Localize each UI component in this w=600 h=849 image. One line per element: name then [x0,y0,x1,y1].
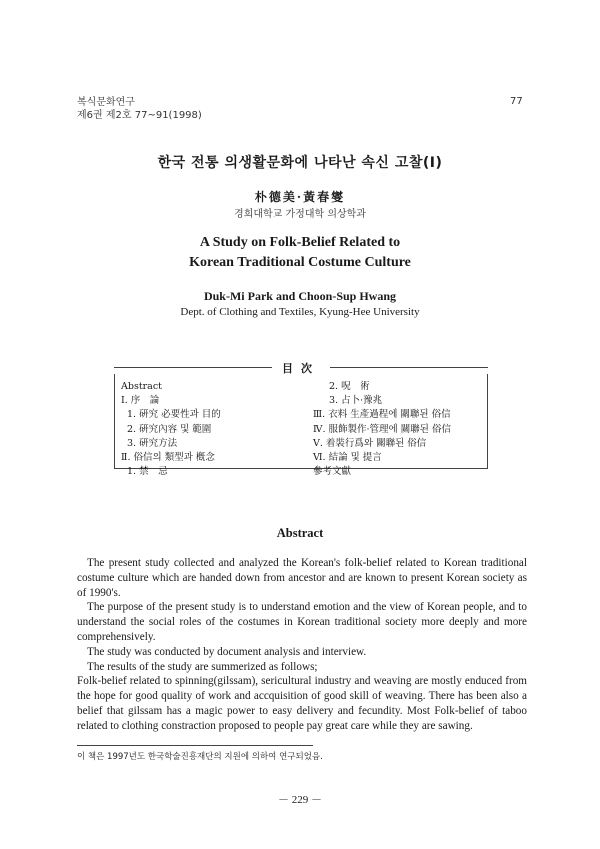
toc-item: 3. 占卜·豫兆 [329,395,383,407]
volume-info: 제6권 제2호 77~91(1998) [77,110,202,121]
toc-item: Ⅵ. 結論 및 提言 [313,452,382,464]
toc-column-right [313,380,451,479]
abstract-paragraph: The purpose of the present study is to understand emotion and the view of Korean people, and to understand the social roles of the costumes in Korean traditional society more deeply and more comprehensively. [77,601,527,643]
affiliation-english: Dept. of Clothing and Textiles, Kyung-Hee University [180,306,420,318]
toc-item: Ⅰ. 序 論 [121,395,160,407]
english-title-line2: Korean Traditional Costume Culture [189,255,411,270]
korean-title: 한국 전통 의생활문화에 나타난 속신 고찰(Ⅰ) [157,155,443,171]
toc-item: Ⅴ. 着裝行爲와 關聯된 俗信 [313,437,427,449]
affiliation-korean: 경희대학교 가정대학 의상학과 [234,209,366,220]
toc-column-left [121,380,221,479]
toc-item: 1. 禁 忌 [127,466,168,478]
toc-item: 2. 呪 術 [329,381,370,392]
journal-header [77,96,202,122]
toc-item: 3. 硏究方法 [127,437,178,449]
toc-heading-row [114,360,488,374]
authors-hanja: 朴德美·黃春燮 [254,190,346,204]
toc-item: 1. 硏究 必要性과 目的 [127,409,221,421]
abstract-paragraph: The study was conducted by document analysis and interview. [87,645,367,658]
abstract-heading: Abstract [276,526,324,540]
toc-item: Ⅲ. 衣料 生產過程에 關聯된 俗信 [313,409,451,421]
authors-english: Duk-Mi Park and Choon-Sup Hwang [203,289,397,303]
toc-item: 2. 硏究內容 및 範圍 [127,423,212,435]
toc-item: Ⅳ. 服飾製作·管理에 關聯된 俗信 [313,423,451,435]
page-number-bottom: － 229 － [278,794,322,806]
english-title-line1: A Study on Folk-Belief Related to [199,235,401,250]
table-of-contents [114,374,488,478]
english-title [0,233,600,273]
toc-item: Ⅱ. 俗信의 類型과 槪念 [121,452,215,464]
toc-heading: 目次 [282,362,320,375]
toc-item: 參考文獻 [313,466,352,478]
footnote: 이 책은 1997년도 한국학술진흥재단의 지원에 의하여 연구되었음. [77,752,323,762]
abstract-body [77,556,527,734]
toc-rule-right [330,367,488,368]
abstract-paragraph: The present study collected and analyzed the Korean's folk-belief related to Korean traditional costume culture which are handed down from ancestor and are known to present Korean society as of 1990's. [77,557,527,599]
toc-item: Abstract [121,381,162,392]
page-number-top: 77 [510,96,523,107]
abstract-paragraph: The results of the study are summerized as follows; [87,660,318,673]
footnote-rule [77,745,313,746]
journal-name: 복식문화연구 [77,97,135,108]
abstract-paragraph: Folk-belief related to spinning(gilssam), sericultural industry and weaving are mostly enduced from the hope for good quality of work and accquisition of good skill of weaving. There has been also a belief that gilssam has a magic power to easy delivery and fecundity. Most Folk-belief of taboo related to clothing constraction proposed to people pay great care while they are sawing. [77,675,527,732]
